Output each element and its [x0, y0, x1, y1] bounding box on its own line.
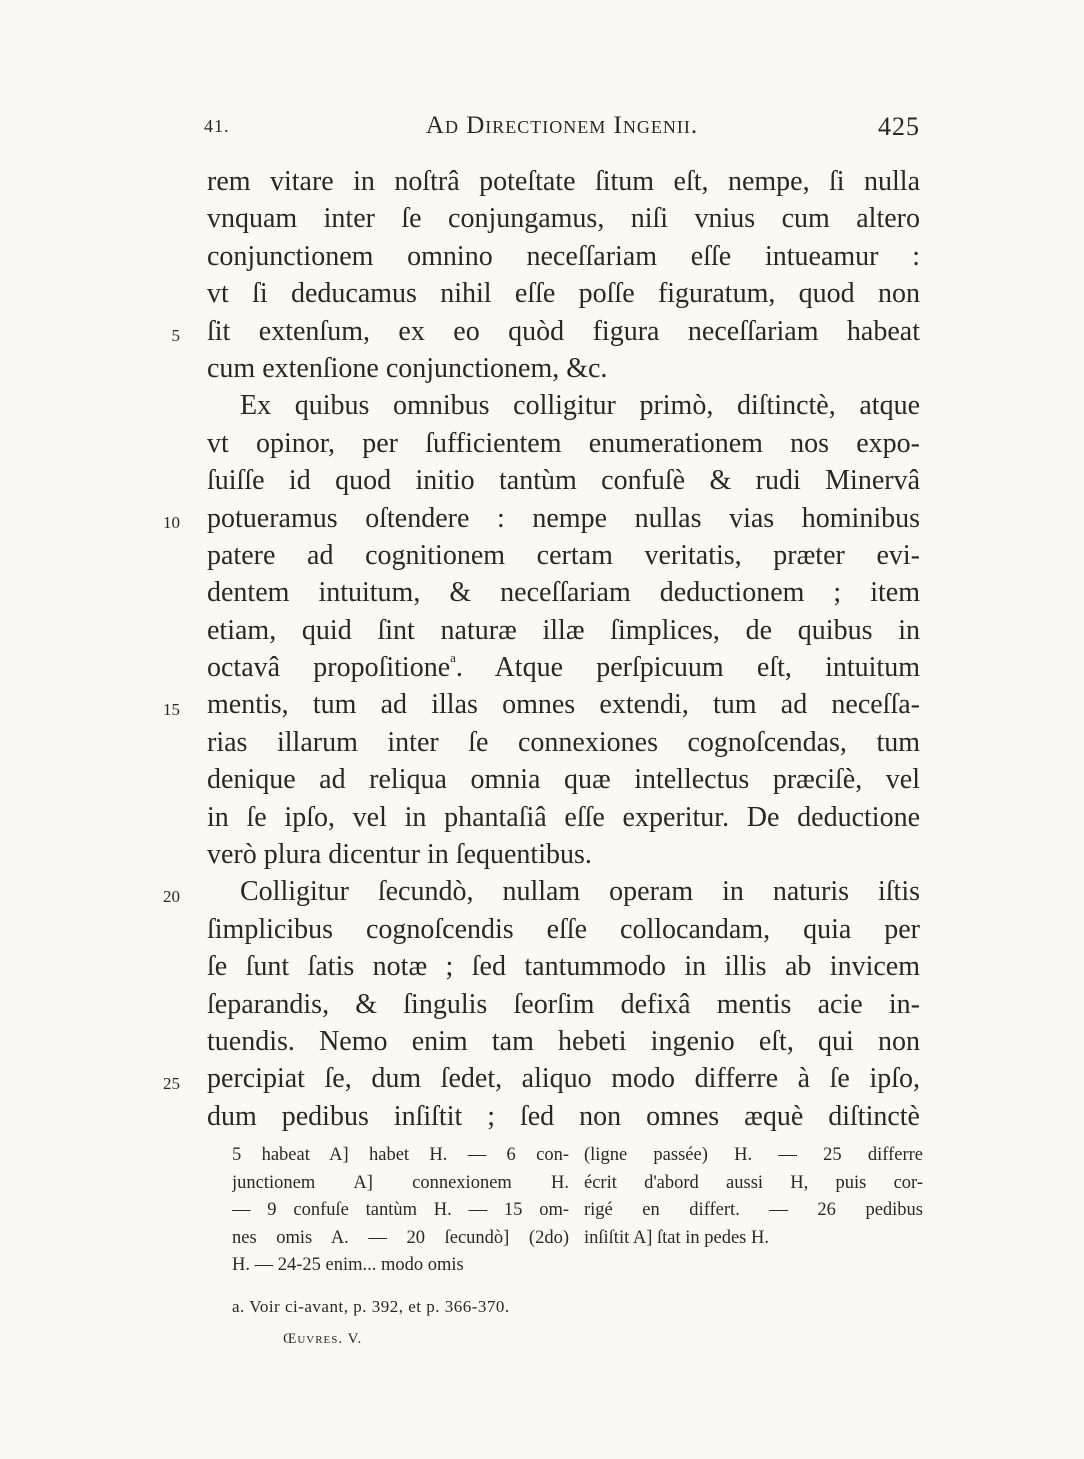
text-line: patere ad cognitionem certam veritatis, præter evi- — [207, 539, 920, 571]
text-line-part: octavâ propoſitione — [207, 652, 451, 684]
text-line: vt ſi deducamus nihil eſſe poſſe figuratum, quod non — [207, 278, 920, 310]
chapter-number: 41. — [204, 116, 230, 136]
text-line: ſe ſunt ſatis notæ ; ſed tantummodo in illis ab invicem — [207, 951, 920, 983]
text-line: denique ad reliqua omnia quæ intellectus præciſè, vel — [207, 764, 920, 796]
text-line-part: . Atque perſpicuum eſt, intuitum — [455, 652, 920, 684]
text-line: vt opinor, per ſufficientem enumerationem nos expo- — [207, 427, 920, 459]
line-number-20: 20 — [163, 887, 180, 906]
text-line: rem vitare in noſtrâ poteſtate ſitum eſt, nempe, ſi nulla — [207, 166, 920, 197]
running-head — [204, 112, 920, 146]
footnote-marker: a — [450, 649, 456, 665]
text-line: vnquam inter ſe conjungamus, niſi vnius cum altero — [207, 203, 920, 235]
text-line: cum extenſione conjunctionem, &c. — [207, 352, 608, 384]
variant-line: 5 habeat A] habet H. — 6 con- — [232, 1145, 569, 1165]
line-number-25: 25 — [163, 1074, 180, 1093]
variant-line: nes omis A. — 20 ſecundò] (2do) — [232, 1227, 569, 1248]
text-line: ſeparandis, & ſingulis ſeorſim defixâ mentis acie in- — [207, 988, 920, 1020]
line-number-10: 10 — [163, 513, 180, 532]
variant-line: écrit d'abord aussi H, puis cor- — [584, 1172, 923, 1193]
text-line: Colligitur ſecundò, nullam operam in naturis iſtis — [240, 876, 920, 908]
text-line: in ſe ipſo, vel in phantaſiâ eſſe experitur. De deductione — [207, 801, 920, 833]
footnote: a. Voir ci-avant, p. 392, et p. 366-370. — [232, 1297, 510, 1316]
text-line: dentem intuitum, & neceſſariam deductionem ; item — [207, 577, 920, 609]
variant-line: junctionem A] connexionem H. — [232, 1172, 569, 1193]
signature-mark: Œuvres. V. — [283, 1331, 363, 1347]
line-number-15: 15 — [163, 700, 180, 719]
text-line: tuendis. Nemo enim tam hebeti ingenio eſt, qui non — [207, 1025, 920, 1057]
text-line: dum pedibus inſiſtit ; ſed non omnes æquè diſtinctè — [207, 1100, 920, 1132]
variants-left-column — [232, 1142, 569, 1280]
text-line — [207, 649, 920, 686]
text-line: ſuiſſe id quod initio tantùm confuſè & rudi Minervâ — [207, 465, 920, 497]
variant-line: inſiſtit A] ſtat in pedes H. — [584, 1227, 769, 1248]
text-line: ſimplicibus cognoſcendis eſſe collocandam, quia per — [207, 913, 920, 945]
line-number-5: 5 — [171, 326, 180, 345]
variant-line: (ligne passée) H. — 25 differre — [584, 1145, 923, 1165]
text-line: verò plura dicentur in ſequentibus. — [207, 839, 592, 871]
running-title: Ad Directionem Ingenii. — [425, 112, 699, 139]
text-line: etiam, quid ſint naturæ illæ ſimplices, de quibus in — [207, 614, 920, 646]
text-line: percipiat ſe, dum ſedet, aliquo modo differre à ſe ipſo, — [207, 1063, 920, 1095]
main-text-body — [207, 163, 920, 1135]
text-line: mentis, tum ad illas omnes extendi, tum ad neceſſa- — [207, 689, 920, 721]
text-line: rias illarum inter ſe connexiones cognoſcendas, tum — [207, 726, 920, 758]
text-line: conjunctionem omnino neceſſariam eſſe intueamur : — [207, 240, 920, 272]
text-line: ſit extenſum, ex eo quòd figura neceſſariam habeat — [207, 315, 920, 347]
variant-line: rigé en differt. — 26 pedibus — [584, 1200, 923, 1221]
variants-right-column — [584, 1142, 923, 1252]
page-number: 425 — [878, 112, 920, 141]
text-line: Ex quibus omnibus colligitur primò, diſtinctè, atque — [240, 390, 920, 422]
variant-line: — 9 confuſe tantùm H. — 15 om- — [232, 1200, 569, 1221]
text-line: potueramus oſtendere : nempe nullas vias hominibus — [207, 502, 920, 534]
variant-line: H. — 24-25 enim... modo omis — [232, 1255, 464, 1276]
